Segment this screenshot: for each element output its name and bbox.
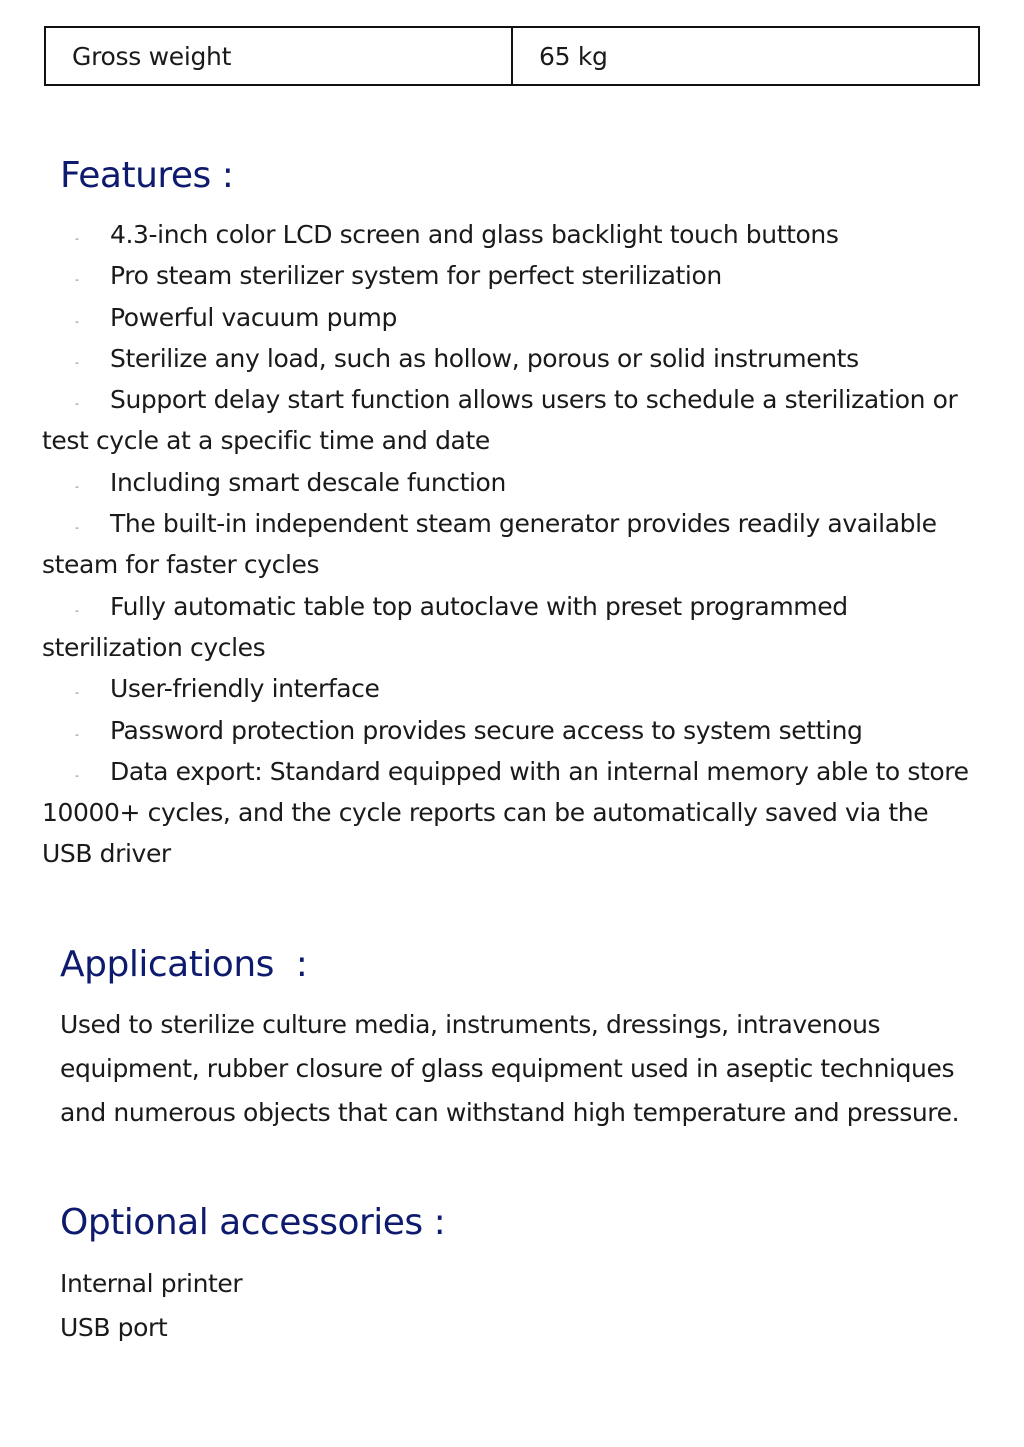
feature-text: Data export: Standard equipped with an internal memory able to store 10000+ cycles, and the cycle reports can be automatically saved via the USB driver <box>42 756 969 869</box>
feature-text: User-friendly interface <box>110 674 380 704</box>
feature-text: Including smart descale function <box>110 467 506 497</box>
feature-text: Sterilize any load, such as hollow, porous or solid instruments <box>110 343 859 373</box>
feature-item <box>42 586 972 669</box>
bullet-icon: - <box>75 686 79 700</box>
bullet-icon: - <box>75 603 79 617</box>
accessory-item: Internal printer <box>60 1269 243 1298</box>
feature-text: Support delay start function allows users to schedule a sterilization or test cycle at a specific time and date <box>42 385 958 456</box>
bullet-icon: - <box>75 273 79 287</box>
feature-text: 4.3-inch color LCD screen and glass backlight touch buttons <box>110 220 839 249</box>
bullet-icon: - <box>75 479 79 493</box>
feature-item <box>42 751 972 875</box>
feature-text: Fully automatic table top autoclave with preset programmed sterilization cycles <box>42 591 848 662</box>
bullet-icon: - <box>75 314 79 328</box>
feature-item <box>42 503 972 586</box>
bullet-icon: - <box>75 727 79 741</box>
feature-item <box>42 214 972 255</box>
feature-item <box>42 710 972 751</box>
features-list <box>42 214 972 875</box>
applications-text: Used to sterilize culture media, instruments, dressings, intravenous equipment, rubber closure of glass equipment used in aseptic techniques and numerous objects that can withstand high temperature and pressure. <box>60 1010 960 1127</box>
bullet-icon: - <box>75 232 79 245</box>
bullet-icon: - <box>75 397 79 411</box>
feature-text: Password protection provides secure access to system setting <box>110 715 863 745</box>
bullet-icon: - <box>75 521 79 535</box>
feature-text: The built-in independent steam generator provides readily available steam for faster cycles <box>42 509 937 580</box>
feature-text: Pro steam sterilizer system for perfect sterilization <box>110 261 722 291</box>
spec-label-gross-weight: Gross weight <box>46 28 513 84</box>
accessory-item: USB port <box>60 1313 168 1342</box>
feature-item <box>42 297 972 338</box>
accessories-heading: Optional accessories : <box>60 1202 446 1243</box>
feature-item <box>42 668 972 709</box>
features-heading: Features : <box>60 155 234 196</box>
spec-value-gross-weight: 65 kg <box>539 41 608 71</box>
bullet-icon: - <box>75 768 79 782</box>
feature-item <box>42 379 972 462</box>
accessories-list <box>60 1262 242 1350</box>
feature-item <box>42 462 972 503</box>
bullet-icon: - <box>75 355 79 369</box>
feature-item <box>42 255 972 296</box>
applications-heading: Applications : <box>60 944 308 985</box>
feature-text: Powerful vacuum pump <box>110 302 397 332</box>
spec-table <box>44 26 980 86</box>
feature-item <box>42 338 972 379</box>
